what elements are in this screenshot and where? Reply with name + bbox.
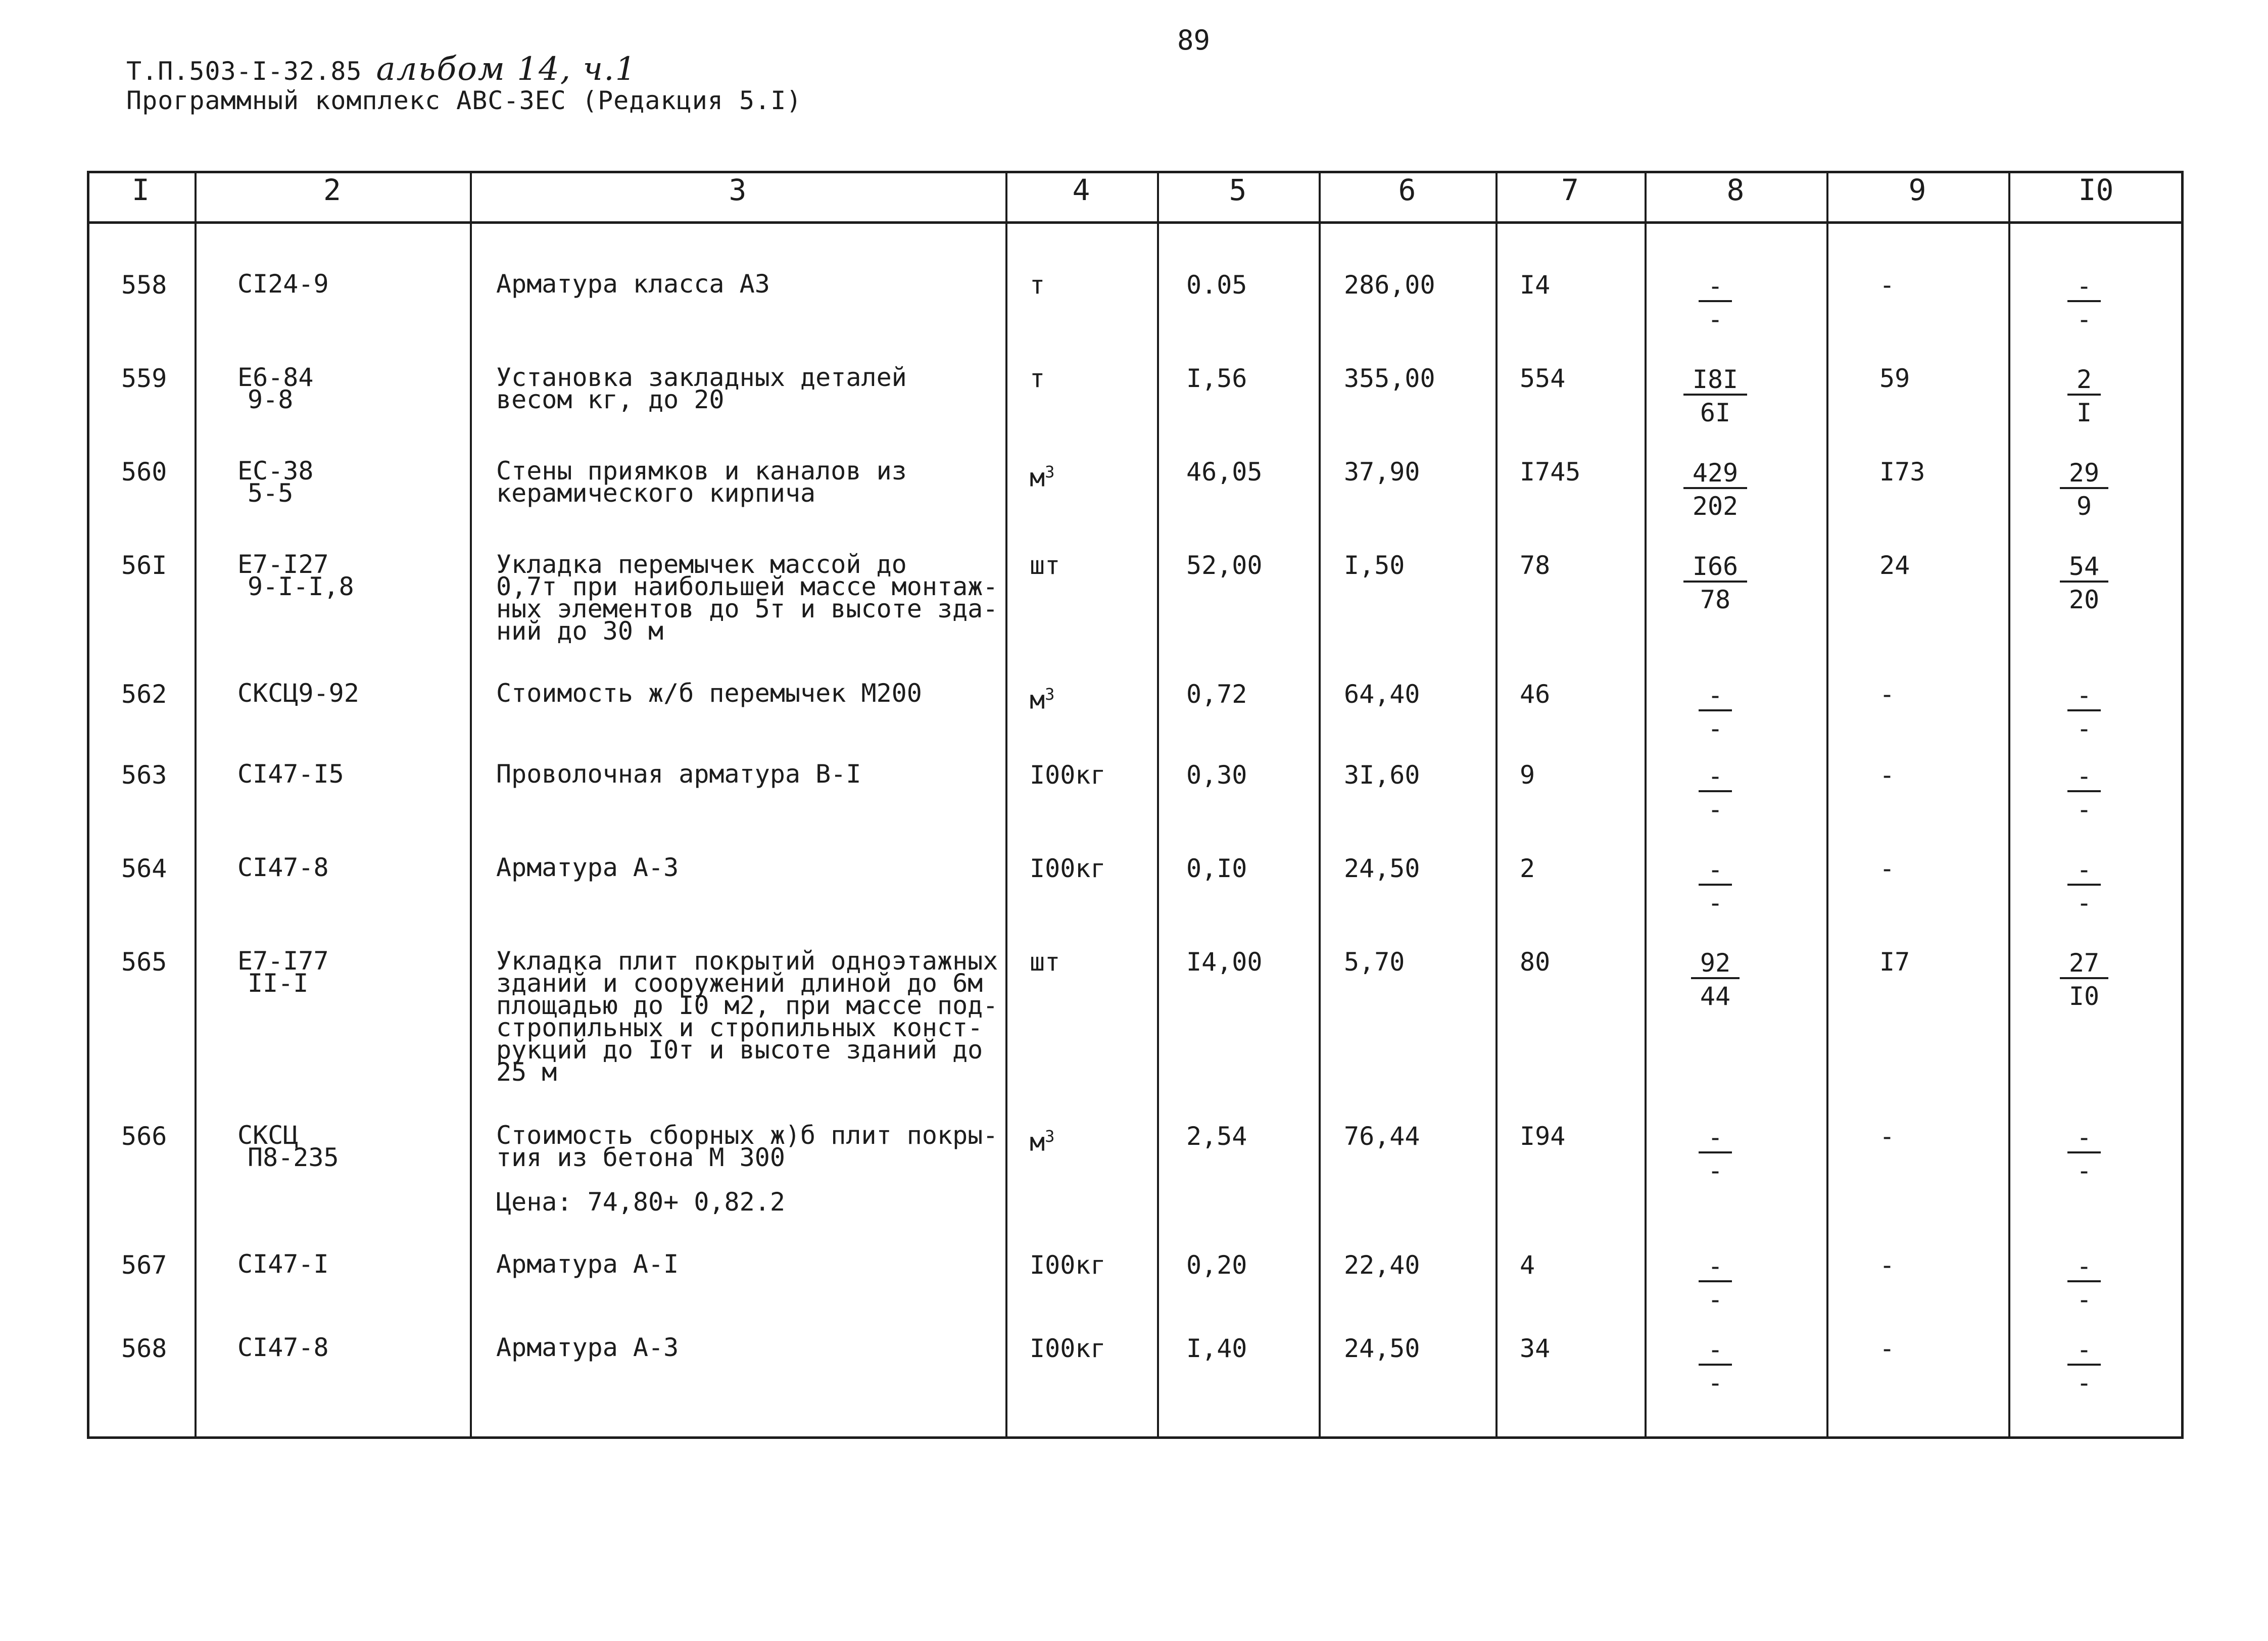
unit xyxy=(1030,1250,1106,1280)
column-header: 5 xyxy=(1229,173,1247,207)
unit-text: шт xyxy=(1030,551,1060,580)
work-description xyxy=(496,550,998,646)
column-10-fraction xyxy=(2041,1336,2127,1396)
work-description-line: 25 м xyxy=(496,1057,557,1087)
work-description-line: Арматура А-3 xyxy=(496,853,679,882)
work-description-line: рукций до I0т и высоте зданий до xyxy=(496,1035,983,1065)
price-code xyxy=(237,363,314,414)
price-code-line: Е7-I77 xyxy=(237,946,329,976)
price-code-line: П8-235 xyxy=(248,1143,339,1172)
document-designation xyxy=(126,51,637,88)
column-divider xyxy=(1319,171,1321,1439)
column-10-fraction-denominator: - xyxy=(2076,714,2092,743)
column-10-fraction-numerator: - xyxy=(2067,763,2101,792)
work-description xyxy=(496,946,998,1087)
column-9-value: - xyxy=(1879,1250,1895,1280)
column-10-fraction-numerator: - xyxy=(2067,1336,2101,1366)
price-code xyxy=(237,1249,329,1279)
work-description-line: ных элементов до 5т и высоте зда- xyxy=(496,594,998,623)
work-description xyxy=(496,853,679,882)
unit-text: м xyxy=(1030,463,1045,493)
column-8-fraction-denominator: 78 xyxy=(1700,585,1731,614)
total-cost: 2 xyxy=(1520,854,1535,883)
column-8-fraction xyxy=(1672,366,1758,426)
quantity: I4,00 xyxy=(1186,947,1263,977)
total-cost: I94 xyxy=(1520,1122,1566,1151)
column-divider xyxy=(1495,171,1498,1439)
column-8-fraction-denominator: - xyxy=(1707,795,1723,824)
unit xyxy=(1030,760,1106,790)
column-10-fraction-denominator: - xyxy=(2076,305,2092,334)
column-10-fraction-numerator: - xyxy=(2067,682,2101,711)
unit-price: 64,40 xyxy=(1344,680,1420,709)
unit xyxy=(1030,682,1055,715)
unit-price: I,50 xyxy=(1344,551,1405,580)
unit-price: 24,50 xyxy=(1344,1334,1420,1363)
row-number: 558 xyxy=(121,270,167,300)
row-number: 560 xyxy=(121,457,167,487)
price-code xyxy=(237,269,329,299)
column-divider xyxy=(470,171,472,1439)
work-description-line: ний до 30 м xyxy=(496,616,664,646)
column-10-fraction-denominator: 20 xyxy=(2068,585,2100,614)
header-divider xyxy=(87,221,2184,224)
work-description-line: Стоимость сборных ж)б плит покры- xyxy=(496,1121,998,1150)
work-description-line: весом кг, до 20 xyxy=(496,385,725,414)
unit-exponent: 3 xyxy=(1045,685,1055,704)
work-description xyxy=(496,1333,679,1362)
total-cost: 78 xyxy=(1520,551,1551,580)
column-header: 2 xyxy=(323,173,341,207)
column-8-fraction-numerator: 92 xyxy=(1691,950,1740,979)
column-10-fraction xyxy=(2041,1124,2127,1184)
unit xyxy=(1030,856,1106,881)
unit-price: 76,44 xyxy=(1344,1122,1420,1151)
quantity: 0,I0 xyxy=(1186,854,1247,883)
column-10-fraction-denominator: - xyxy=(2076,795,2092,824)
column-header: I xyxy=(132,173,150,207)
price-code xyxy=(237,456,314,508)
work-description-line: керамического кирпича xyxy=(496,478,816,508)
column-8-fraction-numerator: - xyxy=(1699,1124,1732,1153)
column-10-fraction xyxy=(2041,273,2127,332)
column-10-fraction xyxy=(2041,366,2127,426)
column-header: 9 xyxy=(1908,173,1926,207)
unit-price: 286,00 xyxy=(1344,270,1435,300)
quantity: 0,30 xyxy=(1186,760,1247,790)
column-8-fraction-denominator: - xyxy=(1707,1285,1723,1314)
column-9-value: - xyxy=(1879,854,1895,883)
price-code-line: II-I xyxy=(248,969,309,998)
column-10-fraction-denominator: - xyxy=(2076,1285,2092,1314)
unit-price: 37,90 xyxy=(1344,457,1420,487)
work-description xyxy=(496,269,770,299)
row-number: 562 xyxy=(121,680,167,709)
unit-price: 3I,60 xyxy=(1344,760,1420,790)
column-divider xyxy=(2008,171,2010,1439)
price-code xyxy=(237,759,344,789)
unit-text: I00кг xyxy=(1030,1250,1106,1280)
column-10-fraction xyxy=(2041,950,2127,1009)
column-10-fraction xyxy=(2041,460,2127,519)
unit xyxy=(1030,947,1060,977)
estimate-table xyxy=(87,171,2184,1439)
work-description-line: Проволочная арматура В-I xyxy=(496,759,861,789)
unit xyxy=(1030,270,1045,300)
total-cost: 9 xyxy=(1520,760,1535,790)
column-8-fraction-denominator: - xyxy=(1707,714,1723,743)
total-cost: 80 xyxy=(1520,947,1551,977)
row-number: 567 xyxy=(121,1250,167,1280)
column-10-fraction-denominator: - xyxy=(2076,888,2092,918)
column-divider xyxy=(1826,171,1828,1439)
unit xyxy=(1030,551,1060,580)
work-description xyxy=(496,679,922,708)
column-10-fraction-numerator: 54 xyxy=(2060,553,2108,583)
unit-price: 355,00 xyxy=(1344,364,1435,393)
row-number: 559 xyxy=(121,364,167,393)
column-8-fraction-numerator: - xyxy=(1699,856,1732,886)
column-header: 3 xyxy=(729,173,747,207)
column-8-fraction xyxy=(1672,682,1758,742)
unit-price: 24,50 xyxy=(1344,854,1420,883)
column-8-fraction-denominator: - xyxy=(1707,1156,1723,1185)
column-divider xyxy=(1645,171,1647,1439)
column-8-fraction-numerator: - xyxy=(1699,1253,1732,1282)
work-description-line: Арматура А-I xyxy=(496,1249,679,1279)
price-code-line: CI24-9 xyxy=(237,269,329,299)
column-10-fraction-numerator: 29 xyxy=(2060,460,2108,489)
handwritten-album-note: альбом 14, ч.1 xyxy=(376,51,637,88)
quantity: 0.05 xyxy=(1186,270,1247,300)
price-code xyxy=(237,1333,329,1362)
column-9-value: - xyxy=(1879,270,1895,300)
work-description-line: тия из бетона М 300 xyxy=(496,1143,785,1172)
price-code-line: ЕС-38 xyxy=(237,456,314,486)
quantity: 52,00 xyxy=(1186,551,1263,580)
column-8-fraction-numerator: - xyxy=(1699,763,1732,792)
total-cost: 46 xyxy=(1520,680,1551,709)
row-number: 565 xyxy=(121,947,167,977)
column-8-fraction xyxy=(1672,553,1758,613)
column-divider xyxy=(1157,171,1159,1439)
column-8-fraction xyxy=(1672,460,1758,519)
unit-text: т xyxy=(1030,364,1045,393)
column-10-fraction xyxy=(2041,856,2127,916)
column-10-fraction xyxy=(2041,1253,2127,1313)
price-code-line: CI47-I xyxy=(237,1249,329,1279)
column-header: 7 xyxy=(1561,173,1579,207)
total-cost: I745 xyxy=(1520,457,1581,487)
work-description xyxy=(496,456,907,508)
price-code-line: 9-8 xyxy=(248,385,294,414)
unit-text: I00кг xyxy=(1030,1334,1106,1363)
price-code-line: СКСЦ xyxy=(237,1121,299,1150)
column-8-fraction xyxy=(1672,273,1758,332)
designation-code: Т.П.503-I-32.85 xyxy=(126,57,362,86)
price-code xyxy=(237,946,329,998)
work-description-line: площадью до I0 м2, при массе под- xyxy=(496,991,998,1020)
software-caption: Программный комплекс АВС-3ЕС (Редакция 5.I) xyxy=(126,86,802,115)
price-code-line: CI47-I5 xyxy=(237,759,344,789)
column-header: 4 xyxy=(1072,173,1090,207)
row-number: 566 xyxy=(121,1122,167,1151)
work-description-line: Стоимость ж/б перемычек М200 xyxy=(496,679,922,708)
unit xyxy=(1030,460,1055,493)
column-8-fraction-numerator: - xyxy=(1699,273,1732,302)
price-code-line: CI47-8 xyxy=(237,1333,329,1362)
quantity: I,56 xyxy=(1186,364,1247,393)
column-9-value: - xyxy=(1879,1334,1895,1363)
column-header: 8 xyxy=(1726,173,1745,207)
price-code-line: 9-I-I,8 xyxy=(248,572,354,601)
column-8-fraction-denominator: - xyxy=(1707,305,1723,334)
quantity: 46,05 xyxy=(1186,457,1263,487)
work-description xyxy=(496,759,861,789)
page-number: 89 xyxy=(1177,24,1211,56)
unit-text: м xyxy=(1030,1127,1045,1157)
column-8-fraction-denominator: 44 xyxy=(1700,982,1731,1011)
column-9-value: 59 xyxy=(1879,364,1910,393)
column-8-fraction xyxy=(1672,1336,1758,1396)
column-8-fraction xyxy=(1672,763,1758,823)
work-description-line: Стены приямков и каналов из xyxy=(496,456,907,486)
column-header: I0 xyxy=(2078,173,2114,207)
unit xyxy=(1030,1336,1106,1361)
unit-exponent: 3 xyxy=(1045,1127,1055,1146)
column-header: 6 xyxy=(1398,173,1416,207)
unit-text: м xyxy=(1030,685,1045,715)
price-code xyxy=(237,853,329,882)
quantity: 0,20 xyxy=(1186,1250,1247,1280)
work-description-line: 0,7т при наибольшей массе монтаж- xyxy=(496,572,998,601)
column-10-fraction xyxy=(2041,553,2127,613)
work-description-line: Арматура класса А3 xyxy=(496,269,770,299)
price-code-line: 5-5 xyxy=(248,478,294,508)
column-8-fraction-numerator: I66 xyxy=(1683,553,1747,583)
total-cost: 34 xyxy=(1520,1334,1551,1363)
work-description-line: Арматура А-3 xyxy=(496,1333,679,1362)
unit xyxy=(1030,1124,1055,1157)
column-10-fraction-denominator: I0 xyxy=(2068,982,2100,1011)
column-10-fraction-numerator: 2 xyxy=(2067,366,2101,396)
column-8-fraction-numerator: - xyxy=(1699,682,1732,711)
price-code-line: СКСЦ9-92 xyxy=(237,679,359,708)
column-10-fraction-numerator: - xyxy=(2067,273,2101,302)
column-10-fraction-numerator: - xyxy=(2067,1253,2101,1282)
work-description-line: Укладка перемычек массой до xyxy=(496,550,907,579)
unit-text: шт xyxy=(1030,947,1060,977)
unit-text: т xyxy=(1030,270,1045,300)
column-8-fraction xyxy=(1672,1124,1758,1184)
column-9-value: - xyxy=(1879,680,1895,709)
column-9-value: 24 xyxy=(1879,551,1910,580)
quantity: 0,72 xyxy=(1186,680,1247,709)
total-cost: 554 xyxy=(1520,364,1566,393)
column-8-fraction-numerator: 429 xyxy=(1683,460,1747,489)
column-10-fraction xyxy=(2041,682,2127,742)
column-8-fraction-denominator: 202 xyxy=(1692,492,1739,521)
work-description xyxy=(496,363,907,414)
row-number: 563 xyxy=(121,760,167,790)
column-divider xyxy=(1005,171,1007,1439)
quantity: I,40 xyxy=(1186,1334,1247,1363)
column-8-fraction-numerator: - xyxy=(1699,1336,1732,1366)
column-9-value: I73 xyxy=(1879,457,1925,487)
column-8-fraction-denominator: - xyxy=(1707,888,1723,918)
work-description xyxy=(496,1249,679,1279)
column-8-fraction-denominator: - xyxy=(1707,1368,1723,1397)
column-9-value: I7 xyxy=(1879,947,1910,977)
column-10-fraction xyxy=(2041,763,2127,823)
price-code-line: Е7-I27 xyxy=(237,550,329,579)
unit-exponent: 3 xyxy=(1045,462,1055,481)
work-description-line: Установка закладных деталей xyxy=(496,363,907,392)
work-description-line: Цена: 74,80+ 0,82.2 xyxy=(496,1187,785,1217)
unit-text: I00кг xyxy=(1030,854,1106,883)
row-number: 564 xyxy=(121,854,167,883)
column-10-fraction-numerator: - xyxy=(2067,1124,2101,1153)
column-8-fraction-numerator: I8I xyxy=(1683,366,1747,396)
column-10-fraction-denominator: - xyxy=(2076,1368,2092,1397)
column-divider xyxy=(195,171,197,1439)
column-8-fraction-denominator: 6I xyxy=(1700,398,1731,427)
unit-price: 22,40 xyxy=(1344,1250,1420,1280)
quantity: 2,54 xyxy=(1186,1122,1247,1151)
column-8-fraction xyxy=(1672,856,1758,916)
unit-text: I00кг xyxy=(1030,760,1106,790)
column-10-fraction-denominator: 9 xyxy=(2076,492,2092,521)
column-10-fraction-denominator: - xyxy=(2076,1156,2092,1185)
work-description-line: Укладка плит покрытий одноэтажных xyxy=(496,946,998,976)
price-code xyxy=(237,550,354,601)
column-9-value: - xyxy=(1879,1122,1895,1151)
unit xyxy=(1030,366,1045,391)
work-description-line: стропильных и стропильных конст- xyxy=(496,1013,983,1042)
row-number: 56I xyxy=(121,551,167,580)
price-code xyxy=(237,1121,339,1172)
column-8-fraction xyxy=(1672,950,1758,1009)
column-10-fraction-numerator: 27 xyxy=(2060,950,2108,979)
total-cost: I4 xyxy=(1520,270,1551,300)
column-10-fraction-numerator: - xyxy=(2067,856,2101,886)
row-number: 568 xyxy=(121,1334,167,1363)
work-description-line: зданий и сооружений длиной до 6м xyxy=(496,969,983,998)
column-9-value: - xyxy=(1879,760,1895,790)
price-code-line: Е6-84 xyxy=(237,363,314,392)
price-code xyxy=(237,679,359,708)
column-10-fraction-denominator: I xyxy=(2076,398,2092,427)
column-8-fraction xyxy=(1672,1253,1758,1313)
unit-price: 5,70 xyxy=(1344,947,1405,977)
price-code-line: CI47-8 xyxy=(237,853,329,882)
total-cost: 4 xyxy=(1520,1250,1535,1280)
work-description xyxy=(496,1121,998,1217)
